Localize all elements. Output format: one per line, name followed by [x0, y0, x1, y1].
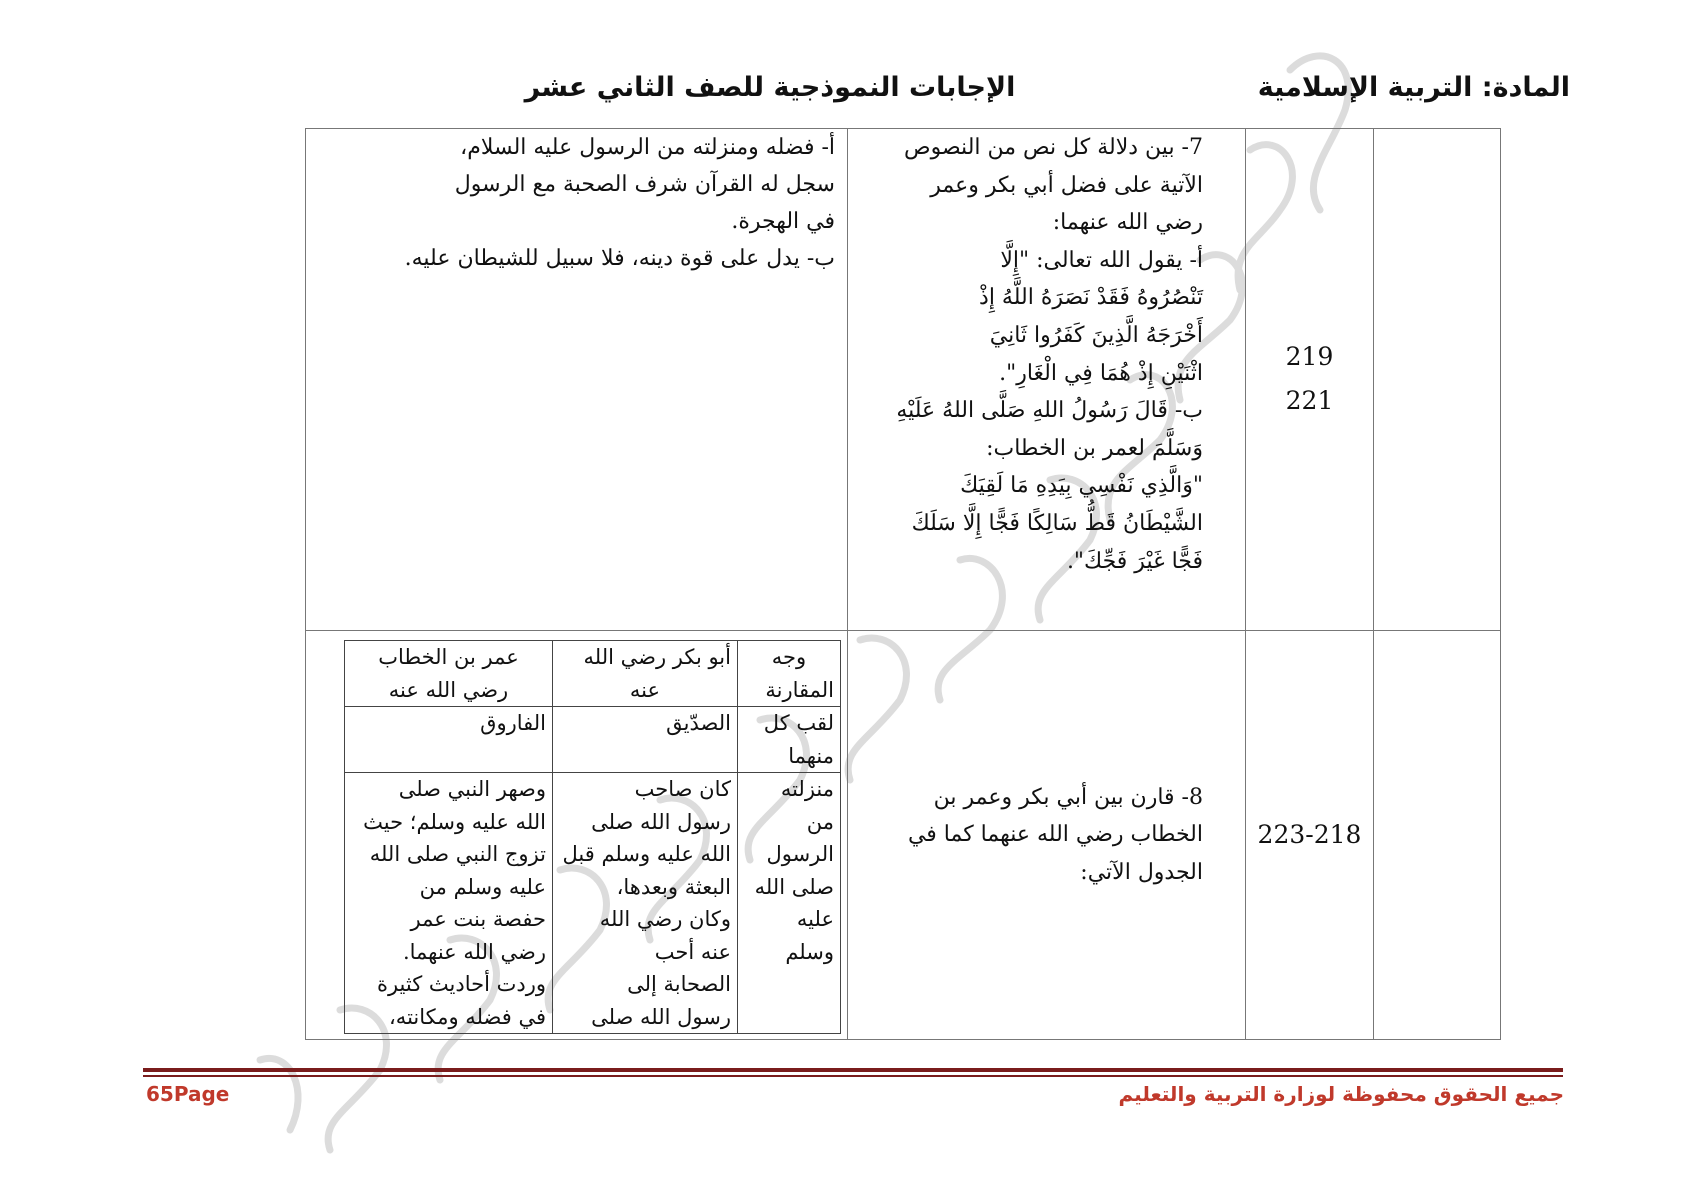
comparison-cell: [553, 707, 738, 773]
table-row: [306, 631, 1501, 1040]
cell-line: رسول الله صلى: [591, 809, 731, 834]
answer-line: أ- فضله ومنزلته من الرسول عليه السلام،: [460, 135, 835, 160]
question-line: الشَّيْطَانُ قَطُّ سَالِكًا فَجًّا إِلَّا سَلَكَ: [911, 510, 1203, 536]
copyright-notice: جميع الحقوق محفوظة لوزارة التربية والتعليم: [1118, 1082, 1564, 1106]
question-7: [848, 129, 1245, 580]
question-8: [848, 779, 1245, 892]
cell-line: المقارنة: [765, 677, 834, 702]
question-line: أ- يقول الله تعالى: "إِلَّا: [1000, 247, 1203, 273]
subject-heading: المادة: التربية الإسلامية: [1257, 72, 1570, 103]
question-line: وَسَلَّمَ لعمر بن الخطاب:: [986, 435, 1203, 461]
answer-line: سجل له القرآن شرف الصحبة مع الرسول: [454, 172, 835, 197]
question-line: الخطاب رضي الله عنهما كما في: [907, 822, 1203, 848]
comparison-cell: [553, 773, 738, 1034]
page-ref: 223-218: [1257, 820, 1362, 849]
cell-line: عنه أحب: [654, 939, 731, 964]
answer-7: [306, 129, 847, 277]
comparison-table: [344, 640, 841, 1034]
answer-cell: [306, 129, 848, 631]
cell-line: الله عليه وسلم قبل: [562, 842, 731, 866]
comparison-cell: [345, 707, 553, 773]
answers-table: [305, 128, 1501, 1040]
comparison-cell: [738, 707, 841, 773]
footer-divider: [143, 1075, 1563, 1077]
cell-line: الصدّيق: [666, 711, 731, 735]
comparison-row: [345, 707, 841, 773]
cell-line: وردت أحاديث كثيرة: [376, 972, 546, 996]
cell-line: الصحابة إلى: [627, 972, 731, 996]
cell-line: عنه: [629, 677, 661, 702]
cell-line: لقب كل: [763, 711, 834, 735]
question-line: تَنْصُرُوهُ فَقَدْ نَصَرَهُ اللَّهُ إِذْ: [979, 285, 1203, 311]
cell-line: وجه: [771, 645, 807, 669]
cell-line: منهما: [788, 743, 834, 768]
cell-line: الله عليه وسلم؛ حيث: [363, 809, 546, 834]
comparison-header-row: [345, 641, 841, 707]
cell-line: أبو بكر رضي الله: [583, 645, 731, 669]
page-number: 65Page: [146, 1082, 230, 1106]
cell-line: من: [806, 809, 834, 834]
cell-line: عليه: [796, 907, 834, 931]
comparison-header: [345, 641, 553, 707]
comparison-header: [738, 641, 841, 707]
cell-line: في فضله ومكانته،: [389, 1004, 546, 1029]
cell-line: منزلته: [780, 777, 834, 801]
question-cell: [848, 129, 1246, 631]
cell-line: الرسول: [766, 842, 834, 866]
cell-line: عليه وسلم من: [419, 874, 546, 899]
page-ref: 221: [1285, 386, 1334, 415]
document-title: الإجابات النموذجية للصف الثاني عشر: [524, 72, 1016, 103]
question-line: ب- قَالَ رَسُولُ اللهِ صَلَّى اللهُ عَلَيْهِ: [896, 398, 1203, 424]
comparison-row: [345, 773, 841, 1034]
cell-line: رضي الله عنه: [388, 677, 509, 702]
footer-divider: [143, 1068, 1563, 1072]
question-line: رضي الله عنهما:: [1052, 210, 1203, 236]
page-ref-cell: [1246, 631, 1374, 1040]
page-ref: 219: [1285, 342, 1334, 371]
question-line: فَجًّا غَيْرَ فَجِّكَ".: [1066, 548, 1203, 574]
question-line: 8- قارن بين أبي بكر وعمر بن: [933, 784, 1203, 810]
cell-line: صلى الله: [754, 874, 834, 899]
question-line: 7- بين دلالة كل نص من النصوص: [904, 135, 1203, 160]
empty-cell: [1374, 129, 1501, 631]
question-line: الجدول الآتي:: [1080, 859, 1203, 885]
cell-line: رسول الله صلى: [591, 1004, 731, 1029]
answer-line: في الهجرة.: [731, 209, 835, 234]
comparison-cell: [345, 773, 553, 1034]
question-line: أَخْرَجَهُ الَّذِينَ كَفَرُوا ثَانِيَ: [989, 322, 1203, 348]
answer-cell: [306, 631, 848, 1040]
page-ref-cell: [1246, 129, 1374, 631]
cell-line: وكان رضي الله: [599, 907, 731, 931]
question-cell: [848, 631, 1246, 1040]
question-line: "وَالَّذِي نَفْسِي بِيَدِهِ مَا لَقِيَكَ: [960, 473, 1203, 499]
comparison-cell: [738, 773, 841, 1034]
cell-line: رضي الله عنهما.: [402, 939, 546, 964]
empty-cell: [1374, 631, 1501, 1040]
table-row: [306, 129, 1501, 631]
cell-line: وسلم: [785, 939, 834, 964]
cell-line: تزوج النبي صلى الله: [369, 842, 546, 866]
cell-line: حفصة بنت عمر: [410, 907, 546, 931]
answer-line: ب- يدل على قوة دينه، فلا سبيل للشيطان عليه.: [404, 246, 835, 271]
comparison-header: [553, 641, 738, 707]
question-line: الآتية على فضل أبي بكر وعمر: [930, 172, 1203, 198]
cell-line: وصهر النبي صلى: [398, 777, 546, 801]
cell-line: البعثة وبعدها،: [616, 874, 731, 899]
cell-line: كان صاحب: [634, 777, 731, 801]
question-line: اثْنَيْنِ إِذْ هُمَا فِي الْغَارِ".: [999, 360, 1203, 386]
cell-line: الفاروق: [480, 711, 546, 735]
cell-line: عمر بن الخطاب: [378, 645, 519, 669]
